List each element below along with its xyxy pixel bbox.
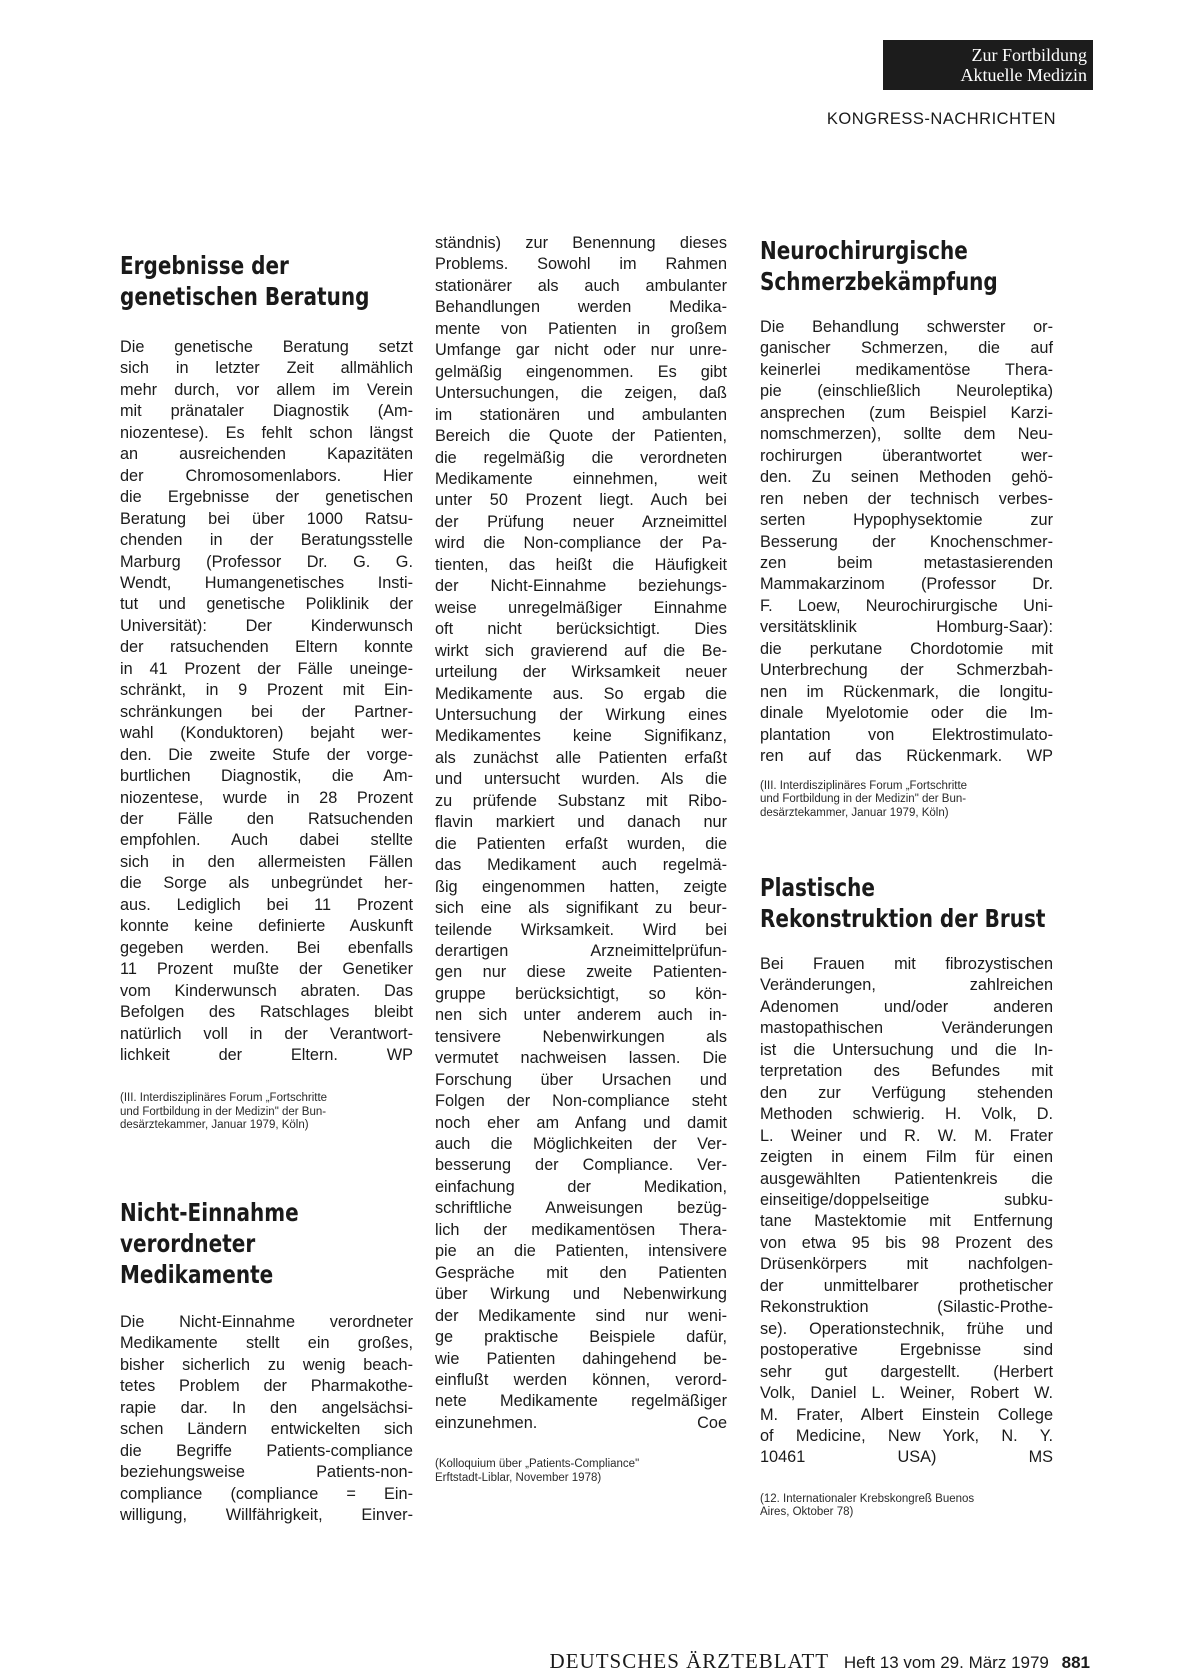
issue-info: Heft 13 vom 29. März 1979	[843, 1653, 1049, 1672]
text-line: pie an die Patienten, intensivere	[435, 1242, 727, 1261]
text-line: das Medikament auch regelmä-	[435, 856, 727, 875]
text-line: wahl (Konduktoren) bejaht wer-	[120, 724, 413, 743]
text-line: ßig eingenommen hatten, zeigte	[435, 877, 727, 896]
article-3-closing	[760, 746, 1053, 767]
text-line: der Nicht-Einnahme beziehungs-	[435, 577, 727, 596]
text-line: besserung der Compliance. Ver-	[435, 1156, 727, 1175]
text-line: Nicht-Einnahme	[120, 1197, 299, 1227]
text-line: Medikamente einnehmen, weit	[435, 469, 727, 488]
text-line: Gespräche mit den Patienten	[435, 1263, 727, 1282]
text-line: Die genetische Beratung setzt	[120, 338, 413, 356]
text-line: se). Operationstechnik, frühe und	[760, 1319, 1053, 1338]
article-2-title	[120, 1197, 413, 1290]
article-4-closing	[760, 1447, 1053, 1468]
text-line: desärztekammer, Januar 1979, Köln)	[120, 1119, 309, 1132]
text-line: (Kolloquium über „Patients-Compliance"	[435, 1458, 640, 1471]
text-line: wie Patienten dahingehend be-	[435, 1349, 727, 1368]
text-line: mente von Patienten in großem	[435, 319, 727, 338]
text-line: Untersuchungen, die zeigen, daß	[435, 384, 727, 403]
text-line: noch eher am Anfang und damit	[435, 1113, 727, 1132]
text-line: den. Zu seinen Methoden gehö-	[760, 468, 1053, 487]
article-3-body	[760, 317, 1053, 746]
text-line: Besserung der Knochenschmer-	[760, 532, 1053, 551]
article-4-source	[760, 1493, 1053, 1520]
text-line: schränkungen bei der Partner-	[120, 702, 413, 721]
article-3-signature: WP	[1026, 747, 1053, 766]
text-line: Ergebnisse der	[120, 251, 289, 280]
text-line: keinerlei medikamentöse Thera-	[760, 360, 1053, 379]
text-line: Veränderungen, zahlreichen	[760, 976, 1053, 995]
text-line: einflußt werden können, verord-	[435, 1371, 727, 1390]
text-line: in 41 Prozent der Fälle uneinge-	[120, 659, 413, 678]
text-line: ren neben der technisch verbes-	[760, 489, 1053, 508]
text-line: niozentese). Es fehlt schon längst	[120, 423, 413, 442]
article-1-last-line: lichkeit der Eltern.	[120, 1045, 338, 1064]
text-line: Folgen der Non-compliance steht	[435, 1092, 727, 1111]
text-line: Bei Frauen mit fibrozystischen	[760, 955, 1053, 974]
text-line: mastopathischen Veränderungen	[760, 1019, 1053, 1038]
text-line: rochirurgen überantwortet wer-	[760, 446, 1053, 465]
article-2-source	[435, 1458, 727, 1485]
text-line: einfachung der Medikation,	[435, 1177, 727, 1196]
text-line: (III. Interdisziplinäres Forum „Fortschritte	[120, 1092, 328, 1105]
article-2-last-line: einzunehmen.	[435, 1413, 538, 1432]
text-line: Beratung bei über 1000 Ratsu-	[120, 509, 413, 528]
text-line: Drüsenkörpers mit nachfolgen-	[760, 1255, 1053, 1274]
text-line: mit pränataler Diagnostik (Am-	[120, 402, 413, 421]
text-line: Bereich die Quote der Patienten,	[435, 427, 727, 446]
text-line: Die Nicht-Einnahme verordneter	[120, 1312, 413, 1331]
text-line: teilende Wirksamkeit. Wird bei	[435, 920, 727, 939]
column-2	[435, 234, 727, 1485]
column-3	[760, 236, 1053, 1520]
text-line: vermutet nachweisen lassen. Die	[435, 1049, 727, 1068]
text-line: und untersucht wurden. Als die	[435, 770, 727, 789]
text-line: die perkutane Chordotomie mit	[760, 639, 1053, 658]
text-line: der ratsuchenden Eltern konnte	[120, 638, 413, 657]
article-4-body	[760, 954, 1053, 1447]
text-line: tut und genetische Poliklinik der	[120, 595, 413, 614]
text-line: zeigten in einem Film für einen	[760, 1148, 1053, 1167]
text-line: chenden in der Beratungsstelle	[120, 531, 413, 550]
text-line: Rekonstruktion (Silastic-Prothe-	[760, 1298, 1053, 1317]
text-line: Behandlungen werden Medika-	[435, 298, 727, 317]
text-line: schen Ländern entwickelten sich	[120, 1420, 413, 1439]
text-line: plantation von Elektrostimulato-	[760, 725, 1053, 744]
text-line: unter 50 Prozent liegt. Auch bei	[435, 491, 727, 510]
text-line: bisher sicherlich zu wenig beach-	[120, 1355, 413, 1374]
text-line: aus. Lediglich bei 11 Prozent	[120, 895, 413, 914]
text-line: terpretation des Befundes mit	[760, 1062, 1053, 1081]
article-1-body	[120, 337, 413, 1045]
text-line: Neurochirurgische	[760, 236, 968, 265]
text-line: Befolgen des Ratschlages bleibt	[120, 1003, 413, 1022]
text-line: Schmerzbekämpfung	[760, 267, 998, 296]
text-line: der unmittelbarer prothetischer	[760, 1276, 1053, 1295]
article-3-title	[760, 235, 1053, 297]
text-line: im stationären und ambulanten	[435, 405, 727, 424]
text-line: nen sich unter anderem auch in-	[435, 1006, 727, 1025]
text-line: ausgewählten Patientenkreis die	[760, 1169, 1053, 1188]
text-line: postoperative Ergebnisse sind	[760, 1341, 1053, 1360]
text-line: Aires, Oktober 78)	[760, 1506, 854, 1519]
text-line: gelmäßig eingenommen. Es gibt	[435, 362, 727, 381]
text-line: (III. Interdisziplinäres Forum „Fortschritte	[760, 779, 968, 792]
text-line: Mammakarzinom (Professor Dr.	[760, 575, 1053, 594]
text-line: konnte keine definierte Auskunft	[120, 917, 413, 936]
text-line: schränkt, in 9 Prozent mit Ein-	[120, 681, 413, 700]
text-line: nen im Rückenmark, die longitu-	[760, 682, 1053, 701]
text-line: Problems. Sowohl im Rahmen	[435, 255, 727, 274]
article-2-body	[120, 1312, 413, 1527]
text-line: gegeben werden. Bei ebenfalls	[120, 938, 413, 957]
text-line: Forschung über Ursachen und	[435, 1070, 727, 1089]
article-4-last-line: 10461 USA)	[760, 1448, 937, 1467]
article-2-body-continued	[435, 233, 727, 1413]
column-1	[120, 250, 413, 1526]
text-line: ist die Untersuchung und die In-	[760, 1040, 1053, 1059]
text-line: sich in letzter Zeit allmählich	[120, 359, 413, 378]
article-3-last-line: ren auf das Rückenmark.	[760, 747, 1003, 766]
text-line: of Medicine, New York, N. Y.	[760, 1426, 1053, 1445]
text-line: gen nur diese zweite Patienten-	[435, 963, 727, 982]
text-line: oft nicht berücksichtigt. Dies	[435, 620, 727, 639]
text-line: Methoden schwierig. H. Volk, D.	[760, 1105, 1053, 1124]
text-line: beziehungsweise Patients-non-	[120, 1463, 413, 1482]
category-box	[883, 40, 1093, 90]
text-line: dinale Myelotomie oder die Im-	[760, 704, 1053, 723]
text-line: serten Hypophysektomie zur	[760, 511, 1053, 530]
article-2-signature: Coe	[697, 1413, 727, 1432]
text-line: Marburg (Professor Dr. G. G.	[120, 552, 413, 571]
category-line-1: Zur Fortbildung	[971, 45, 1087, 65]
text-line: sich in den allermeisten Fällen	[120, 852, 413, 871]
text-line: einseitige/doppelseitige subku-	[760, 1191, 1053, 1209]
text-line: Volk, Daniel L. Weiner, Robert W.	[760, 1384, 1053, 1403]
text-line: pie (einschließlich Neuroleptika)	[760, 382, 1053, 401]
text-line: compliance (compliance = Ein-	[120, 1484, 413, 1503]
page-footer	[470, 1649, 1090, 1674]
text-line: der Chromosomenlabors. Hier	[120, 466, 413, 485]
text-line: empfohlen. Auch dabei stellte	[120, 831, 413, 850]
text-line: ganischer Schmerzen, die auf	[760, 339, 1053, 358]
text-line: der Fälle den Ratsuchenden	[120, 809, 413, 828]
article-1-title	[120, 250, 413, 312]
text-line: zu prüfende Substanz mit Ribo-	[435, 791, 727, 810]
text-line: Erftstadt-Liblar, November 1978)	[435, 1471, 602, 1484]
text-line: nete Medikamente regelmäßiger	[435, 1392, 727, 1411]
text-line: nomschmerzen), sollte dem Neu-	[760, 425, 1053, 444]
text-line: die Begriffe Patients-compliance	[120, 1441, 413, 1460]
text-line: wirkt sich gravierend auf die Be-	[435, 641, 727, 660]
text-line: von etwa 95 bis 98 Prozent des	[760, 1233, 1053, 1252]
text-line: sehr gut dargestellt. (Herbert	[760, 1362, 1053, 1381]
text-line: Medikamente aus. So ergab die	[435, 684, 727, 703]
text-line: Die Behandlung schwerster or-	[760, 318, 1053, 336]
text-line: an ausreichenden Kapazitäten	[120, 445, 413, 464]
text-line: Umfange gar nicht oder nur unre-	[435, 341, 727, 360]
article-1-signature: WP	[386, 1045, 413, 1064]
text-line: derartigen Arzneimittelprüfun-	[435, 941, 727, 960]
text-line: versitätsklinik Homburg-Saar):	[760, 618, 1053, 637]
text-line: Plastische	[760, 873, 875, 903]
article-3-source	[760, 780, 1053, 821]
text-line: Unterbrechung der Schmerzbah-	[760, 661, 1053, 680]
text-line: Medikamente stellt ein großes,	[120, 1334, 413, 1353]
section-title: KONGRESS-NACHRICHTEN	[826, 110, 1056, 128]
text-line: M. Frater, Albert Einstein College	[760, 1405, 1053, 1424]
text-line: burtlichen Diagnostik, die Am-	[120, 767, 413, 786]
text-line: Untersuchung der Wirkung eines	[435, 705, 727, 724]
text-line: vom Kinderwunsch abraten. Das	[120, 981, 413, 1000]
text-line: willigung, Willfährigkeit, Einver-	[120, 1505, 413, 1524]
text-line: der Medikamente sind nur weni-	[435, 1306, 727, 1325]
article-2-closing	[435, 1413, 727, 1434]
text-line: ge praktische Beispiele dafür,	[435, 1328, 727, 1347]
text-line: Rekonstruktion der Brust	[760, 904, 1046, 934]
text-line: Adenomen und/oder anderen	[760, 997, 1053, 1016]
text-line: genetischen Beratung	[120, 282, 370, 311]
text-line: und Fortbildung in der Medizin" der Bun-	[120, 1105, 327, 1118]
text-line: Wendt, Humangenetisches Insti-	[120, 573, 413, 592]
text-line: Medikamente	[120, 1259, 274, 1289]
text-line: ansprechen (zum Beispiel Karzi-	[760, 403, 1053, 422]
text-line: F. Loew, Neurochirurgische Uni-	[760, 596, 1053, 615]
text-line: natürlich voll in der Verantwort-	[120, 1024, 413, 1043]
text-line: desärztekammer, Januar 1979, Köln)	[760, 806, 949, 819]
text-line: mehr durch, vor allem im Verein	[120, 380, 413, 399]
text-line: den. Die zweite Stufe der vorge-	[120, 745, 413, 764]
text-line: lich der medikamentösen Thera-	[435, 1220, 727, 1239]
article-4-title	[760, 872, 1053, 934]
text-line: ständnis) zur Benennung dieses	[435, 234, 727, 252]
text-line: L. Weiner und R. W. M. Frater	[760, 1126, 1053, 1145]
text-line: über Wirkung und Nebenwirkung	[435, 1285, 727, 1304]
page-number: 881	[1061, 1653, 1090, 1672]
text-line: und Fortbildung in der Medizin" der Bun-	[760, 793, 967, 806]
text-line: als zunächst alle Patienten erfaßt	[435, 748, 727, 767]
text-line: tienten, das heißt die Häufigkeit	[435, 555, 727, 574]
text-line: tetes Problem der Pharmakothe-	[120, 1377, 413, 1396]
text-line: niozentese, wurde in 28 Prozent	[120, 788, 413, 807]
text-line: sich eine als signifikant zu beur-	[435, 899, 727, 918]
text-line: tensivere Nebenwirkungen als	[435, 1027, 727, 1046]
article-4-signature: MS	[1028, 1448, 1053, 1467]
text-line: den zur Verfügung stehenden	[760, 1083, 1053, 1102]
category-line-2: Aktuelle Medizin	[960, 65, 1087, 85]
text-line: weise unregelmäßiger Einnahme	[435, 598, 727, 617]
text-line: schriftliche Anweisungen bezüg-	[435, 1199, 727, 1218]
text-line: die Ergebnisse der genetischen	[120, 488, 413, 507]
text-line: gruppe berücksichtigt, so kön-	[435, 984, 727, 1003]
text-line: urteilung der Wirksamkeit neuer	[435, 663, 727, 682]
text-line: verordneter	[120, 1228, 256, 1258]
text-line: die Patienten erfaßt wurden, die	[435, 834, 727, 853]
text-line: tane Mastektomie mit Entfernung	[760, 1212, 1053, 1231]
text-line: Medikamentes keine Signifikanz,	[435, 727, 727, 746]
text-line: (12. Internationaler Krebskongreß Buenos	[760, 1492, 975, 1505]
text-line: rapie dar. In den angelsächsi-	[120, 1398, 413, 1417]
text-line: die regelmäßig die verordneten	[435, 448, 727, 467]
text-line: zen beim metastasierenden	[760, 553, 1053, 572]
journal-name: DEUTSCHES ÄRZTEBLATT	[549, 1649, 830, 1673]
text-line: stationärer als auch ambulanter	[435, 276, 727, 295]
text-line: flavin markiert und danach nur	[435, 813, 727, 832]
text-line: Universität): Der Kinderwunsch	[120, 616, 413, 635]
text-line: 11 Prozent mußte der Genetiker	[120, 960, 413, 979]
text-line: auch die Möglichkeiten der Ver-	[435, 1135, 727, 1154]
text-line: wird die Non-compliance der Pa-	[435, 534, 727, 553]
text-line: der Prüfung neuer Arzneimittel	[435, 512, 727, 531]
text-line: die Sorge als unbegründet her-	[120, 874, 413, 893]
article-1-closing	[120, 1045, 413, 1066]
article-1-source	[120, 1092, 413, 1133]
